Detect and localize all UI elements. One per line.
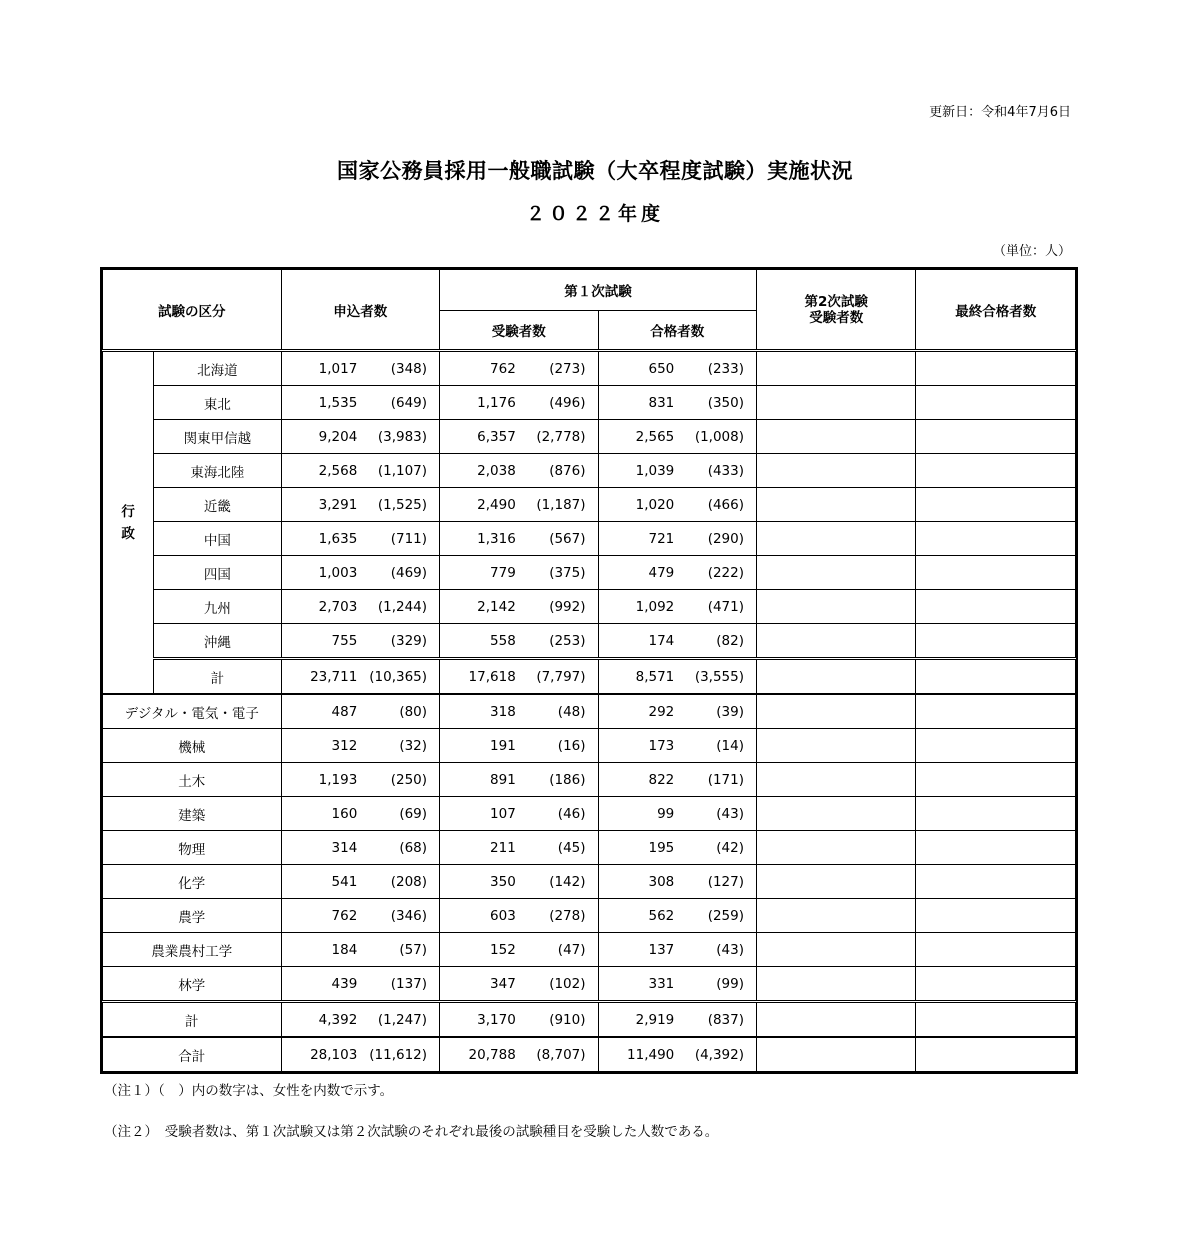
passers-women-cell: (82) — [684, 624, 756, 659]
examinees-cell: 107 — [440, 797, 526, 831]
examinees-cell: 347 — [440, 967, 526, 1002]
applicants-cell: 9,204 — [281, 420, 367, 454]
table-row — [103, 899, 1076, 933]
second-exam-cell — [757, 590, 916, 624]
category-name-cell: 林学 — [103, 967, 282, 1002]
passers-cell: 2,565 — [598, 420, 684, 454]
table-row — [103, 420, 1076, 454]
second-exam-cell — [757, 763, 916, 797]
passers-women-cell: (42) — [684, 831, 756, 865]
applicants-women-cell: (69) — [367, 797, 439, 831]
applicants-women-cell: (346) — [367, 899, 439, 933]
applicants-women-cell: (1,244) — [367, 590, 439, 624]
passers-cell: 331 — [598, 967, 684, 1002]
applicants-women-cell: (649) — [367, 386, 439, 420]
examinees-women-cell: (8,707) — [526, 1037, 598, 1072]
second-exam-cell — [757, 1037, 916, 1072]
passers-cell: 11,490 — [598, 1037, 684, 1072]
applicants-cell: 1,003 — [281, 556, 367, 590]
applicants-cell: 314 — [281, 831, 367, 865]
examinees-women-cell: (102) — [526, 967, 598, 1002]
final-cell — [916, 488, 1076, 522]
examinees-cell: 20,788 — [440, 1037, 526, 1072]
header-second-exam — [757, 270, 916, 351]
applicants-cell: 1,193 — [281, 763, 367, 797]
applicants-women-cell: (137) — [367, 967, 439, 1002]
passers-cell: 292 — [598, 694, 684, 729]
passers-cell: 308 — [598, 865, 684, 899]
examinees-cell: 3,170 — [440, 1002, 526, 1038]
other-total-row — [103, 1002, 1076, 1038]
passers-cell: 1,020 — [598, 488, 684, 522]
passers-women-cell: (3,555) — [684, 659, 756, 695]
second-exam-cell — [757, 831, 916, 865]
passers-cell: 2,919 — [598, 1002, 684, 1038]
passers-women-cell: (43) — [684, 797, 756, 831]
second-exam-cell — [757, 488, 916, 522]
final-cell — [916, 831, 1076, 865]
final-cell — [916, 454, 1076, 488]
header-category: 試験の区分 — [103, 270, 282, 351]
applicants-women-cell: (1,107) — [367, 454, 439, 488]
second-exam-cell — [757, 967, 916, 1002]
category-name-cell: 九州 — [154, 590, 281, 624]
examinees-women-cell: (16) — [526, 729, 598, 763]
passers-women-cell: (39) — [684, 694, 756, 729]
passers-cell: 822 — [598, 763, 684, 797]
examinees-cell: 891 — [440, 763, 526, 797]
table-row — [103, 522, 1076, 556]
second-exam-cell — [757, 556, 916, 590]
applicants-cell: 1,535 — [281, 386, 367, 420]
header-passers: 合格者数 — [598, 311, 756, 351]
final-cell — [916, 694, 1076, 729]
final-cell — [916, 729, 1076, 763]
final-cell — [916, 624, 1076, 659]
second-exam-cell — [757, 386, 916, 420]
unit-label: （単位：人） — [992, 244, 1071, 259]
category-name-cell: 物理 — [103, 831, 282, 865]
table-row — [103, 590, 1076, 624]
examinees-women-cell: (46) — [526, 797, 598, 831]
second-exam-cell — [757, 933, 916, 967]
passers-cell: 479 — [598, 556, 684, 590]
examinees-women-cell: (47) — [526, 933, 598, 967]
second-exam-cell — [757, 659, 916, 695]
examinees-women-cell: (910) — [526, 1002, 598, 1038]
applicants-women-cell: (57) — [367, 933, 439, 967]
second-exam-cell — [757, 522, 916, 556]
examinees-cell: 2,038 — [440, 454, 526, 488]
examinees-cell: 6,357 — [440, 420, 526, 454]
category-name-cell: 土木 — [103, 763, 282, 797]
final-cell — [916, 351, 1076, 386]
passers-women-cell: (127) — [684, 865, 756, 899]
examinees-cell: 191 — [440, 729, 526, 763]
table-row — [103, 831, 1076, 865]
category-name-cell: 近畿 — [154, 488, 281, 522]
final-cell — [916, 590, 1076, 624]
examinees-cell: 350 — [440, 865, 526, 899]
gyosei-label-line2: 政 — [121, 525, 135, 542]
examinees-women-cell: (142) — [526, 865, 598, 899]
passers-women-cell: (233) — [684, 351, 756, 386]
page-title: 国家公務員採用一般職試験（大卒程度試験）実施状況 — [337, 159, 853, 183]
applicants-women-cell: (208) — [367, 865, 439, 899]
header-examinees: 受験者数 — [440, 311, 598, 351]
passers-cell: 99 — [598, 797, 684, 831]
passers-women-cell: (171) — [684, 763, 756, 797]
examinees-women-cell: (496) — [526, 386, 598, 420]
second-exam-cell — [757, 797, 916, 831]
applicants-cell: 312 — [281, 729, 367, 763]
passers-women-cell: (14) — [684, 729, 756, 763]
passers-women-cell: (1,008) — [684, 420, 756, 454]
applicants-women-cell: (469) — [367, 556, 439, 590]
category-name-cell: 合計 — [103, 1037, 282, 1072]
examinees-cell: 762 — [440, 351, 526, 386]
applicants-women-cell: (32) — [367, 729, 439, 763]
category-name-cell: デジタル・電気・電子 — [103, 694, 282, 729]
passers-women-cell: (99) — [684, 967, 756, 1002]
final-cell — [916, 1037, 1076, 1072]
examinees-cell: 211 — [440, 831, 526, 865]
passers-cell: 173 — [598, 729, 684, 763]
passers-women-cell: (259) — [684, 899, 756, 933]
applicants-cell: 23,711 — [281, 659, 367, 695]
category-name-cell: 中国 — [154, 522, 281, 556]
passers-cell: 174 — [598, 624, 684, 659]
passers-women-cell: (43) — [684, 933, 756, 967]
passers-cell: 831 — [598, 386, 684, 420]
examinees-cell: 1,316 — [440, 522, 526, 556]
category-name-cell: 機械 — [103, 729, 282, 763]
examinees-women-cell: (278) — [526, 899, 598, 933]
table-row — [103, 556, 1076, 590]
passers-cell: 137 — [598, 933, 684, 967]
applicants-cell: 439 — [281, 967, 367, 1002]
header-second-exam-line2: 受験者数 — [809, 309, 864, 326]
passers-cell: 1,092 — [598, 590, 684, 624]
examinees-cell: 2,490 — [440, 488, 526, 522]
applicants-cell: 28,103 — [281, 1037, 367, 1072]
second-exam-cell — [757, 865, 916, 899]
applicants-cell: 2,568 — [281, 454, 367, 488]
second-exam-cell — [757, 1002, 916, 1038]
examinees-women-cell: (48) — [526, 694, 598, 729]
examinees-cell: 152 — [440, 933, 526, 967]
applicants-cell: 541 — [281, 865, 367, 899]
final-cell — [916, 763, 1076, 797]
examinees-cell: 1,176 — [440, 386, 526, 420]
final-cell — [916, 797, 1076, 831]
table-row — [103, 624, 1076, 659]
examinees-cell: 779 — [440, 556, 526, 590]
header-final: 最終合格者数 — [916, 270, 1076, 351]
applicants-cell: 1,017 — [281, 351, 367, 386]
passers-women-cell: (4,392) — [684, 1037, 756, 1072]
applicants-women-cell: (1,525) — [367, 488, 439, 522]
examinees-women-cell: (45) — [526, 831, 598, 865]
examinees-women-cell: (375) — [526, 556, 598, 590]
header-first-exam: 第１次試験 — [440, 270, 757, 311]
results-table — [102, 269, 1076, 1072]
passers-women-cell: (433) — [684, 454, 756, 488]
applicants-women-cell: (11,612) — [367, 1037, 439, 1072]
final-cell — [916, 420, 1076, 454]
table-row — [103, 967, 1076, 1002]
examinees-women-cell: (253) — [526, 624, 598, 659]
applicants-women-cell: (80) — [367, 694, 439, 729]
passers-women-cell: (466) — [684, 488, 756, 522]
examinees-women-cell: (186) — [526, 763, 598, 797]
applicants-cell: 487 — [281, 694, 367, 729]
table-row — [103, 454, 1076, 488]
final-cell — [916, 967, 1076, 1002]
category-name-cell: 関東甲信越 — [154, 420, 281, 454]
category-name-cell: 建築 — [103, 797, 282, 831]
final-cell — [916, 386, 1076, 420]
gyosei-group-label — [103, 351, 154, 695]
table-row — [103, 933, 1076, 967]
final-cell — [916, 659, 1076, 695]
passers-cell: 1,039 — [598, 454, 684, 488]
gyosei-total-row — [103, 659, 1076, 695]
applicants-cell: 755 — [281, 624, 367, 659]
category-name-cell: 農業農村工学 — [103, 933, 282, 967]
applicants-women-cell: (348) — [367, 351, 439, 386]
passers-women-cell: (837) — [684, 1002, 756, 1038]
gyosei-label-line1: 行 — [121, 503, 135, 520]
category-name-cell: 四国 — [154, 556, 281, 590]
examinees-cell: 2,142 — [440, 590, 526, 624]
final-cell — [916, 522, 1076, 556]
fiscal-year: ２０２２年度 — [525, 203, 664, 225]
table-row — [103, 729, 1076, 763]
passers-women-cell: (222) — [684, 556, 756, 590]
applicants-women-cell: (10,365) — [367, 659, 439, 695]
applicants-women-cell: (329) — [367, 624, 439, 659]
final-cell — [916, 899, 1076, 933]
applicants-women-cell: (68) — [367, 831, 439, 865]
examinees-cell: 558 — [440, 624, 526, 659]
table-row — [103, 488, 1076, 522]
header-second-exam-line1: 第2次試験 — [804, 293, 868, 310]
table-body — [103, 351, 1076, 1072]
table-row — [103, 763, 1076, 797]
passers-cell: 8,571 — [598, 659, 684, 695]
examinees-cell: 17,618 — [440, 659, 526, 695]
examinees-women-cell: (2,778) — [526, 420, 598, 454]
applicants-cell: 160 — [281, 797, 367, 831]
applicants-cell: 2,703 — [281, 590, 367, 624]
applicants-cell: 4,392 — [281, 1002, 367, 1038]
applicants-cell: 184 — [281, 933, 367, 967]
second-exam-cell — [757, 624, 916, 659]
category-name-cell: 計 — [154, 659, 281, 695]
table-row — [103, 797, 1076, 831]
table-row — [103, 386, 1076, 420]
passers-women-cell: (471) — [684, 590, 756, 624]
applicants-women-cell: (1,247) — [367, 1002, 439, 1038]
examinees-cell: 603 — [440, 899, 526, 933]
applicants-women-cell: (3,983) — [367, 420, 439, 454]
final-cell — [916, 933, 1076, 967]
second-exam-cell — [757, 454, 916, 488]
table-row — [103, 694, 1076, 729]
passers-cell: 195 — [598, 831, 684, 865]
second-exam-cell — [757, 729, 916, 763]
note-1: （注１）（ ）内の数字は、女性を内数で示す。 — [104, 1083, 394, 1099]
applicants-women-cell: (250) — [367, 763, 439, 797]
applicants-women-cell: (711) — [367, 522, 439, 556]
table-row — [103, 865, 1076, 899]
passers-women-cell: (290) — [684, 522, 756, 556]
final-cell — [916, 865, 1076, 899]
category-name-cell: 北海道 — [154, 351, 281, 386]
applicants-cell: 3,291 — [281, 488, 367, 522]
second-exam-cell — [757, 694, 916, 729]
final-cell — [916, 1002, 1076, 1038]
passers-cell: 562 — [598, 899, 684, 933]
category-name-cell: 東海北陸 — [154, 454, 281, 488]
passers-cell: 650 — [598, 351, 684, 386]
category-name-cell: 化学 — [103, 865, 282, 899]
examinees-women-cell: (7,797) — [526, 659, 598, 695]
passers-cell: 721 — [598, 522, 684, 556]
header-applicants: 申込者数 — [281, 270, 439, 351]
examinees-women-cell: (992) — [526, 590, 598, 624]
note-2: （注２） 受験者数は、第１次試験又は第２次試験のそれぞれ最後の試験種目を受験した人数である。 — [104, 1124, 719, 1140]
grand-total-row — [103, 1037, 1076, 1072]
passers-women-cell: (350) — [684, 386, 756, 420]
final-cell — [916, 556, 1076, 590]
applicants-cell: 1,635 — [281, 522, 367, 556]
applicants-cell: 762 — [281, 899, 367, 933]
category-name-cell: 沖縄 — [154, 624, 281, 659]
second-exam-cell — [757, 899, 916, 933]
examinees-women-cell: (1,187) — [526, 488, 598, 522]
category-name-cell: 計 — [103, 1002, 282, 1038]
examinees-cell: 318 — [440, 694, 526, 729]
second-exam-cell — [757, 351, 916, 386]
category-name-cell: 農学 — [103, 899, 282, 933]
category-name-cell: 東北 — [154, 386, 281, 420]
second-exam-cell — [757, 420, 916, 454]
table-row — [103, 351, 1076, 386]
examinees-women-cell: (567) — [526, 522, 598, 556]
examinees-women-cell: (876) — [526, 454, 598, 488]
examinees-women-cell: (273) — [526, 351, 598, 386]
updated-date: 更新日：令和4年7月6日 — [929, 105, 1071, 120]
